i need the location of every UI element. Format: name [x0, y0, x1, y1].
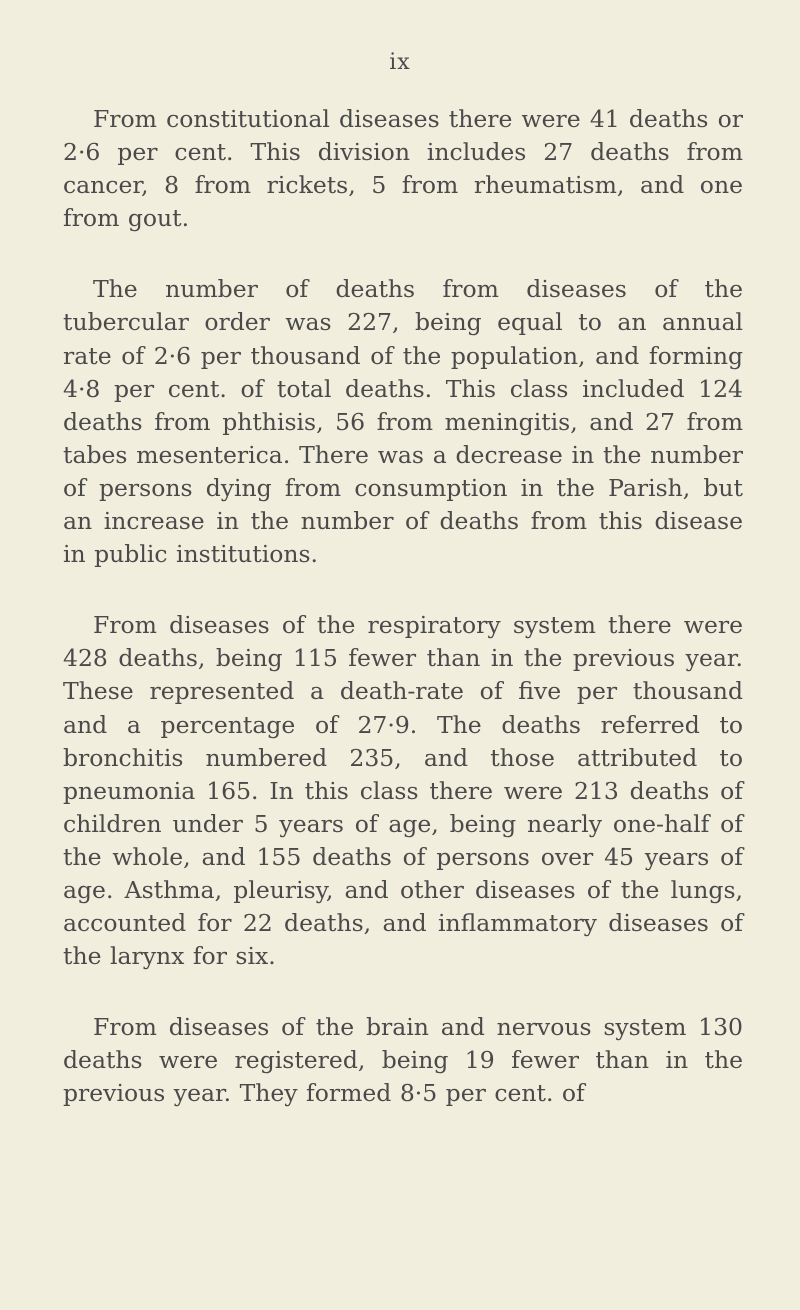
- paragraph-tubercular-diseases: The number of deaths from diseases of the tubercular order was 227, being equal to an annual rate of 2·6 per thousand of the population, and forming 4·8 per cent. of total deaths. This class included 124 deaths from phthisis, 56 from meningitis, and 27 from tabes mesenterica. There was a decrease in the number of persons dying from consumption in the Parish, but an increase in the number of deaths from this disease in public institutions.: [63, 275, 743, 569]
- paragraph-constitutional-diseases: From constitutional diseases there were 41 deaths or 2·6 per cent. This division includes 27 deaths from cancer, 8 from rickets, 5 from rheumatism, and one from gout.: [63, 105, 743, 233]
- page-number: ix: [389, 50, 411, 75]
- body-text: [63, 103, 743, 1111]
- paragraph-nervous-system-diseases: From diseases of the brain and nervous system 130 deaths were registered, being 19 fewer than in the previous year. They formed 8·5 per cent. of: [63, 1013, 743, 1108]
- paragraph-respiratory-diseases: From diseases of the respiratory system there were 428 deaths, being 115 fewer than in the previous year. These represented a death-rate of five per thousand and a percentage of 27·9. The deaths referred to bronchitis numbered 235, and those attributed to pneumonia 165. In this class there were 213 deaths of children under 5 years of age, being nearly one-half of the whole, and 155 deaths of persons over 45 years of age. Asthma, pleurisy, and other diseases of the lungs, accounted for 22 deaths, and inflammatory diseases of the larynx for six.: [63, 611, 743, 971]
